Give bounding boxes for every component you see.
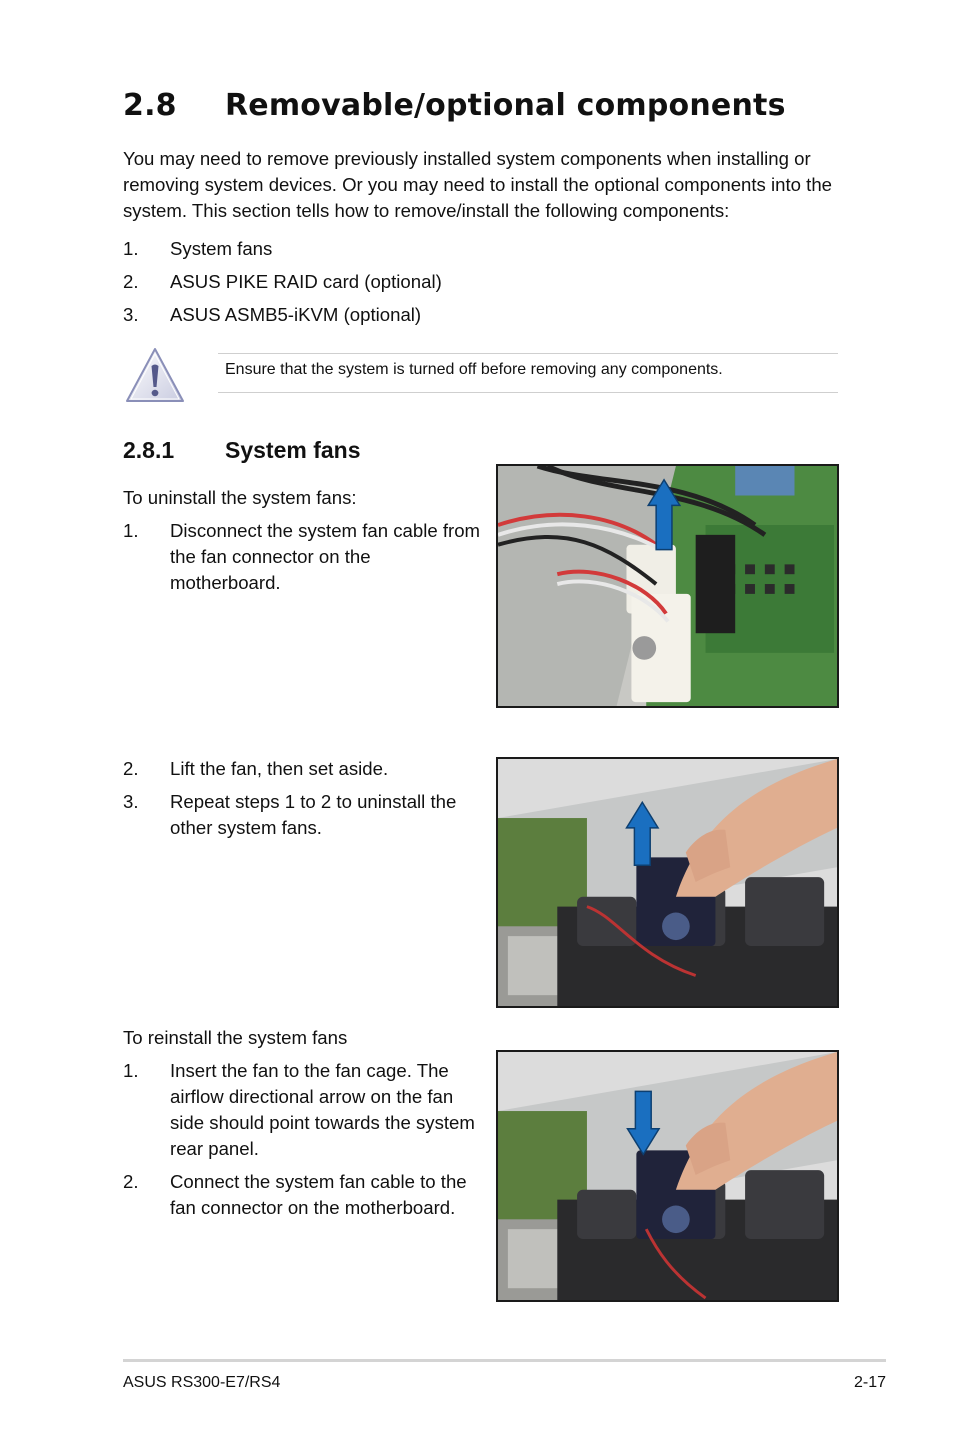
- list-item: [123, 269, 523, 295]
- uninstall-step: [123, 756, 493, 786]
- list-item-number: 3.: [123, 304, 139, 325]
- step-text: Repeat steps 1 to 2 to uninstall the other system fans.: [170, 791, 457, 838]
- uninstall-step: [123, 789, 493, 845]
- step-text: Disconnect the system fan cable from the fan connector on the motherboard.: [170, 520, 481, 593]
- footer-rule: [123, 1359, 886, 1362]
- page-number: 2-17: [853, 1374, 886, 1391]
- uninstall-intro: To uninstall the system fans:: [123, 487, 357, 508]
- reinstall-intro: To reinstall the system fans: [123, 1027, 348, 1048]
- step-number: 2.: [123, 1171, 139, 1192]
- reinstall-step: [123, 1169, 493, 1225]
- section-number: 2.8: [123, 88, 177, 123]
- subsection-title: System fans: [225, 437, 361, 463]
- reinstall-step: [123, 1058, 493, 1164]
- lift-fan-photo: [496, 757, 839, 1008]
- step-number: 3.: [123, 791, 139, 812]
- footer-product-name: ASUS RS300-E7/RS4: [123, 1374, 281, 1391]
- list-item: [123, 236, 523, 262]
- insert-fan-photo: [496, 1050, 839, 1302]
- uninstall-step: [123, 518, 493, 598]
- subsection-number: 2.8.1: [123, 437, 175, 463]
- step-text: Insert the fan to the fan cage. The airflow directional arrow on the fan side should point towards the system rear panel.: [170, 1060, 475, 1159]
- list-item-label: System fans: [170, 238, 273, 259]
- warning-icon: [124, 346, 186, 404]
- step-text: Connect the system fan cable to the fan connector on the motherboard.: [170, 1171, 467, 1218]
- list-item: [123, 302, 523, 328]
- list-item-number: 1.: [123, 238, 139, 259]
- subsection-heading: [123, 437, 361, 464]
- list-item-label: ASUS ASMB5-iKVM (optional): [170, 304, 422, 325]
- fan-connector-photo: [496, 464, 839, 708]
- step-number: 2.: [123, 758, 139, 779]
- step-number: 1.: [123, 520, 139, 541]
- note-bottom-rule: [218, 392, 838, 393]
- step-text: Lift the fan, then set aside.: [170, 758, 389, 779]
- note-top-rule: [218, 353, 838, 354]
- step-number: 1.: [123, 1060, 139, 1081]
- list-item-number: 2.: [123, 271, 139, 292]
- intro-paragraph: You may need to remove previously installed system components when installing or removing system devices. Or you may need to install the optional components into the system. This section tells how to remove/install the following components:: [123, 148, 832, 221]
- list-item-label: ASUS PIKE RAID card (optional): [170, 271, 442, 292]
- section-title: Removable/optional components: [225, 88, 786, 123]
- note-text: Ensure that the system is turned off before removing any components.: [225, 361, 723, 378]
- section-heading: [123, 88, 786, 123]
